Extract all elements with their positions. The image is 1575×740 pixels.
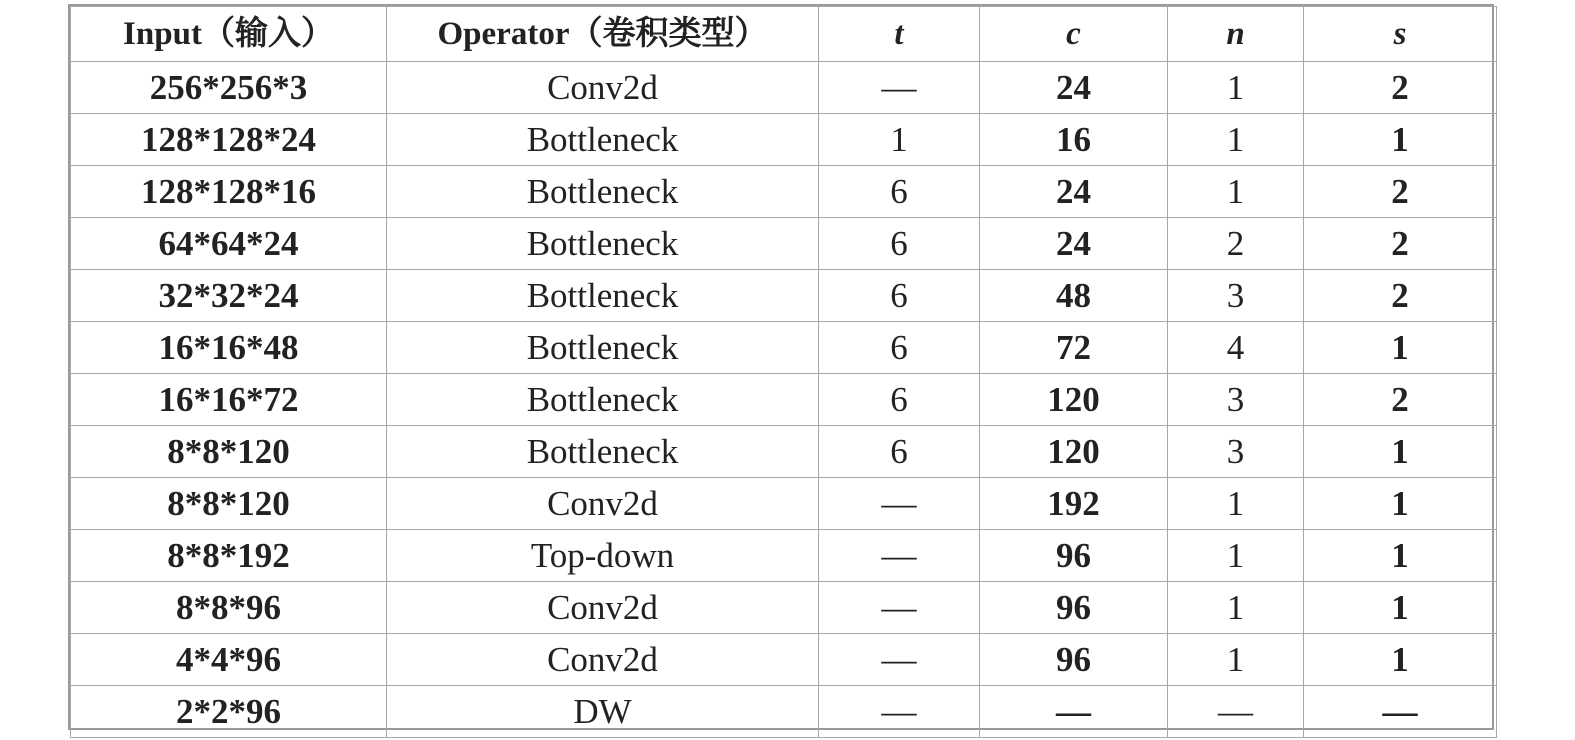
cell-c: 192 xyxy=(980,478,1168,530)
cell-t: 6 xyxy=(819,426,980,478)
cell-t: 6 xyxy=(819,322,980,374)
cell-operator: Conv2d xyxy=(387,478,819,530)
cell-s: 1 xyxy=(1304,426,1497,478)
cell-s: 1 xyxy=(1304,114,1497,166)
cell-input: 16*16*72 xyxy=(71,374,387,426)
cell-t: 6 xyxy=(819,166,980,218)
table-row xyxy=(71,686,1497,738)
header-n: n xyxy=(1168,7,1304,62)
cell-n: 1 xyxy=(1168,634,1304,686)
cell-input: 64*64*24 xyxy=(71,218,387,270)
table-row xyxy=(71,478,1497,530)
cell-c: 96 xyxy=(980,530,1168,582)
cell-operator: Bottleneck xyxy=(387,374,819,426)
cell-input: 128*128*24 xyxy=(71,114,387,166)
cell-t: — xyxy=(819,582,980,634)
cell-s: 1 xyxy=(1304,634,1497,686)
cell-operator: Bottleneck xyxy=(387,166,819,218)
cell-input: 8*8*192 xyxy=(71,530,387,582)
cell-operator: Conv2d xyxy=(387,62,819,114)
table-row xyxy=(71,62,1497,114)
cell-input: 16*16*48 xyxy=(71,322,387,374)
cell-c: 48 xyxy=(980,270,1168,322)
cell-input: 8*8*96 xyxy=(71,582,387,634)
cell-t: 6 xyxy=(819,374,980,426)
architecture-table xyxy=(70,6,1497,738)
cell-t: — xyxy=(819,530,980,582)
header-operator: Operator（卷积类型） xyxy=(387,7,819,62)
table-row xyxy=(71,218,1497,270)
cell-c: 72 xyxy=(980,322,1168,374)
table-row xyxy=(71,114,1497,166)
cell-s: 2 xyxy=(1304,218,1497,270)
cell-s: — xyxy=(1304,686,1497,738)
cell-t: — xyxy=(819,634,980,686)
cell-t: 6 xyxy=(819,218,980,270)
cell-c: 96 xyxy=(980,582,1168,634)
cell-s: 1 xyxy=(1304,582,1497,634)
cell-s: 2 xyxy=(1304,62,1497,114)
cell-n: 3 xyxy=(1168,270,1304,322)
cell-n: 1 xyxy=(1168,62,1304,114)
header-t: t xyxy=(819,7,980,62)
table-row xyxy=(71,582,1497,634)
table-row xyxy=(71,634,1497,686)
header-row xyxy=(71,7,1497,62)
cell-c: 24 xyxy=(980,218,1168,270)
cell-n: 2 xyxy=(1168,218,1304,270)
cell-s: 1 xyxy=(1304,478,1497,530)
cell-input: 128*128*16 xyxy=(71,166,387,218)
cell-t: 1 xyxy=(819,114,980,166)
cell-operator: DW xyxy=(387,686,819,738)
cell-input: 8*8*120 xyxy=(71,478,387,530)
header-c: c xyxy=(980,7,1168,62)
cell-n: 3 xyxy=(1168,374,1304,426)
table-row xyxy=(71,530,1497,582)
cell-s: 1 xyxy=(1304,322,1497,374)
cell-s: 2 xyxy=(1304,270,1497,322)
cell-t: — xyxy=(819,478,980,530)
table-row xyxy=(71,322,1497,374)
cell-s: 2 xyxy=(1304,166,1497,218)
cell-operator: Bottleneck xyxy=(387,270,819,322)
cell-c: 24 xyxy=(980,62,1168,114)
cell-input: 4*4*96 xyxy=(71,634,387,686)
architecture-table-container xyxy=(68,4,1494,730)
cell-c: 24 xyxy=(980,166,1168,218)
cell-input: 256*256*3 xyxy=(71,62,387,114)
table-row xyxy=(71,166,1497,218)
header-input: Input（输入） xyxy=(71,7,387,62)
header-s: s xyxy=(1304,7,1497,62)
cell-input: 2*2*96 xyxy=(71,686,387,738)
cell-t: 6 xyxy=(819,270,980,322)
cell-t: — xyxy=(819,62,980,114)
table-body xyxy=(71,62,1497,738)
cell-operator: Bottleneck xyxy=(387,218,819,270)
cell-c: 16 xyxy=(980,114,1168,166)
cell-n: 4 xyxy=(1168,322,1304,374)
cell-operator: Conv2d xyxy=(387,582,819,634)
cell-n: 1 xyxy=(1168,166,1304,218)
cell-n: 1 xyxy=(1168,114,1304,166)
cell-n: 1 xyxy=(1168,582,1304,634)
cell-n: — xyxy=(1168,686,1304,738)
cell-operator: Bottleneck xyxy=(387,114,819,166)
cell-s: 2 xyxy=(1304,374,1497,426)
cell-s: 1 xyxy=(1304,530,1497,582)
cell-n: 1 xyxy=(1168,530,1304,582)
cell-n: 1 xyxy=(1168,478,1304,530)
cell-operator: Bottleneck xyxy=(387,426,819,478)
cell-operator: Bottleneck xyxy=(387,322,819,374)
cell-input: 8*8*120 xyxy=(71,426,387,478)
cell-operator: Top-down xyxy=(387,530,819,582)
cell-c: 120 xyxy=(980,374,1168,426)
cell-c: 96 xyxy=(980,634,1168,686)
table-row xyxy=(71,270,1497,322)
cell-operator: Conv2d xyxy=(387,634,819,686)
cell-c: — xyxy=(980,686,1168,738)
cell-t: — xyxy=(819,686,980,738)
cell-n: 3 xyxy=(1168,426,1304,478)
table-row xyxy=(71,374,1497,426)
cell-c: 120 xyxy=(980,426,1168,478)
cell-input: 32*32*24 xyxy=(71,270,387,322)
table-row xyxy=(71,426,1497,478)
